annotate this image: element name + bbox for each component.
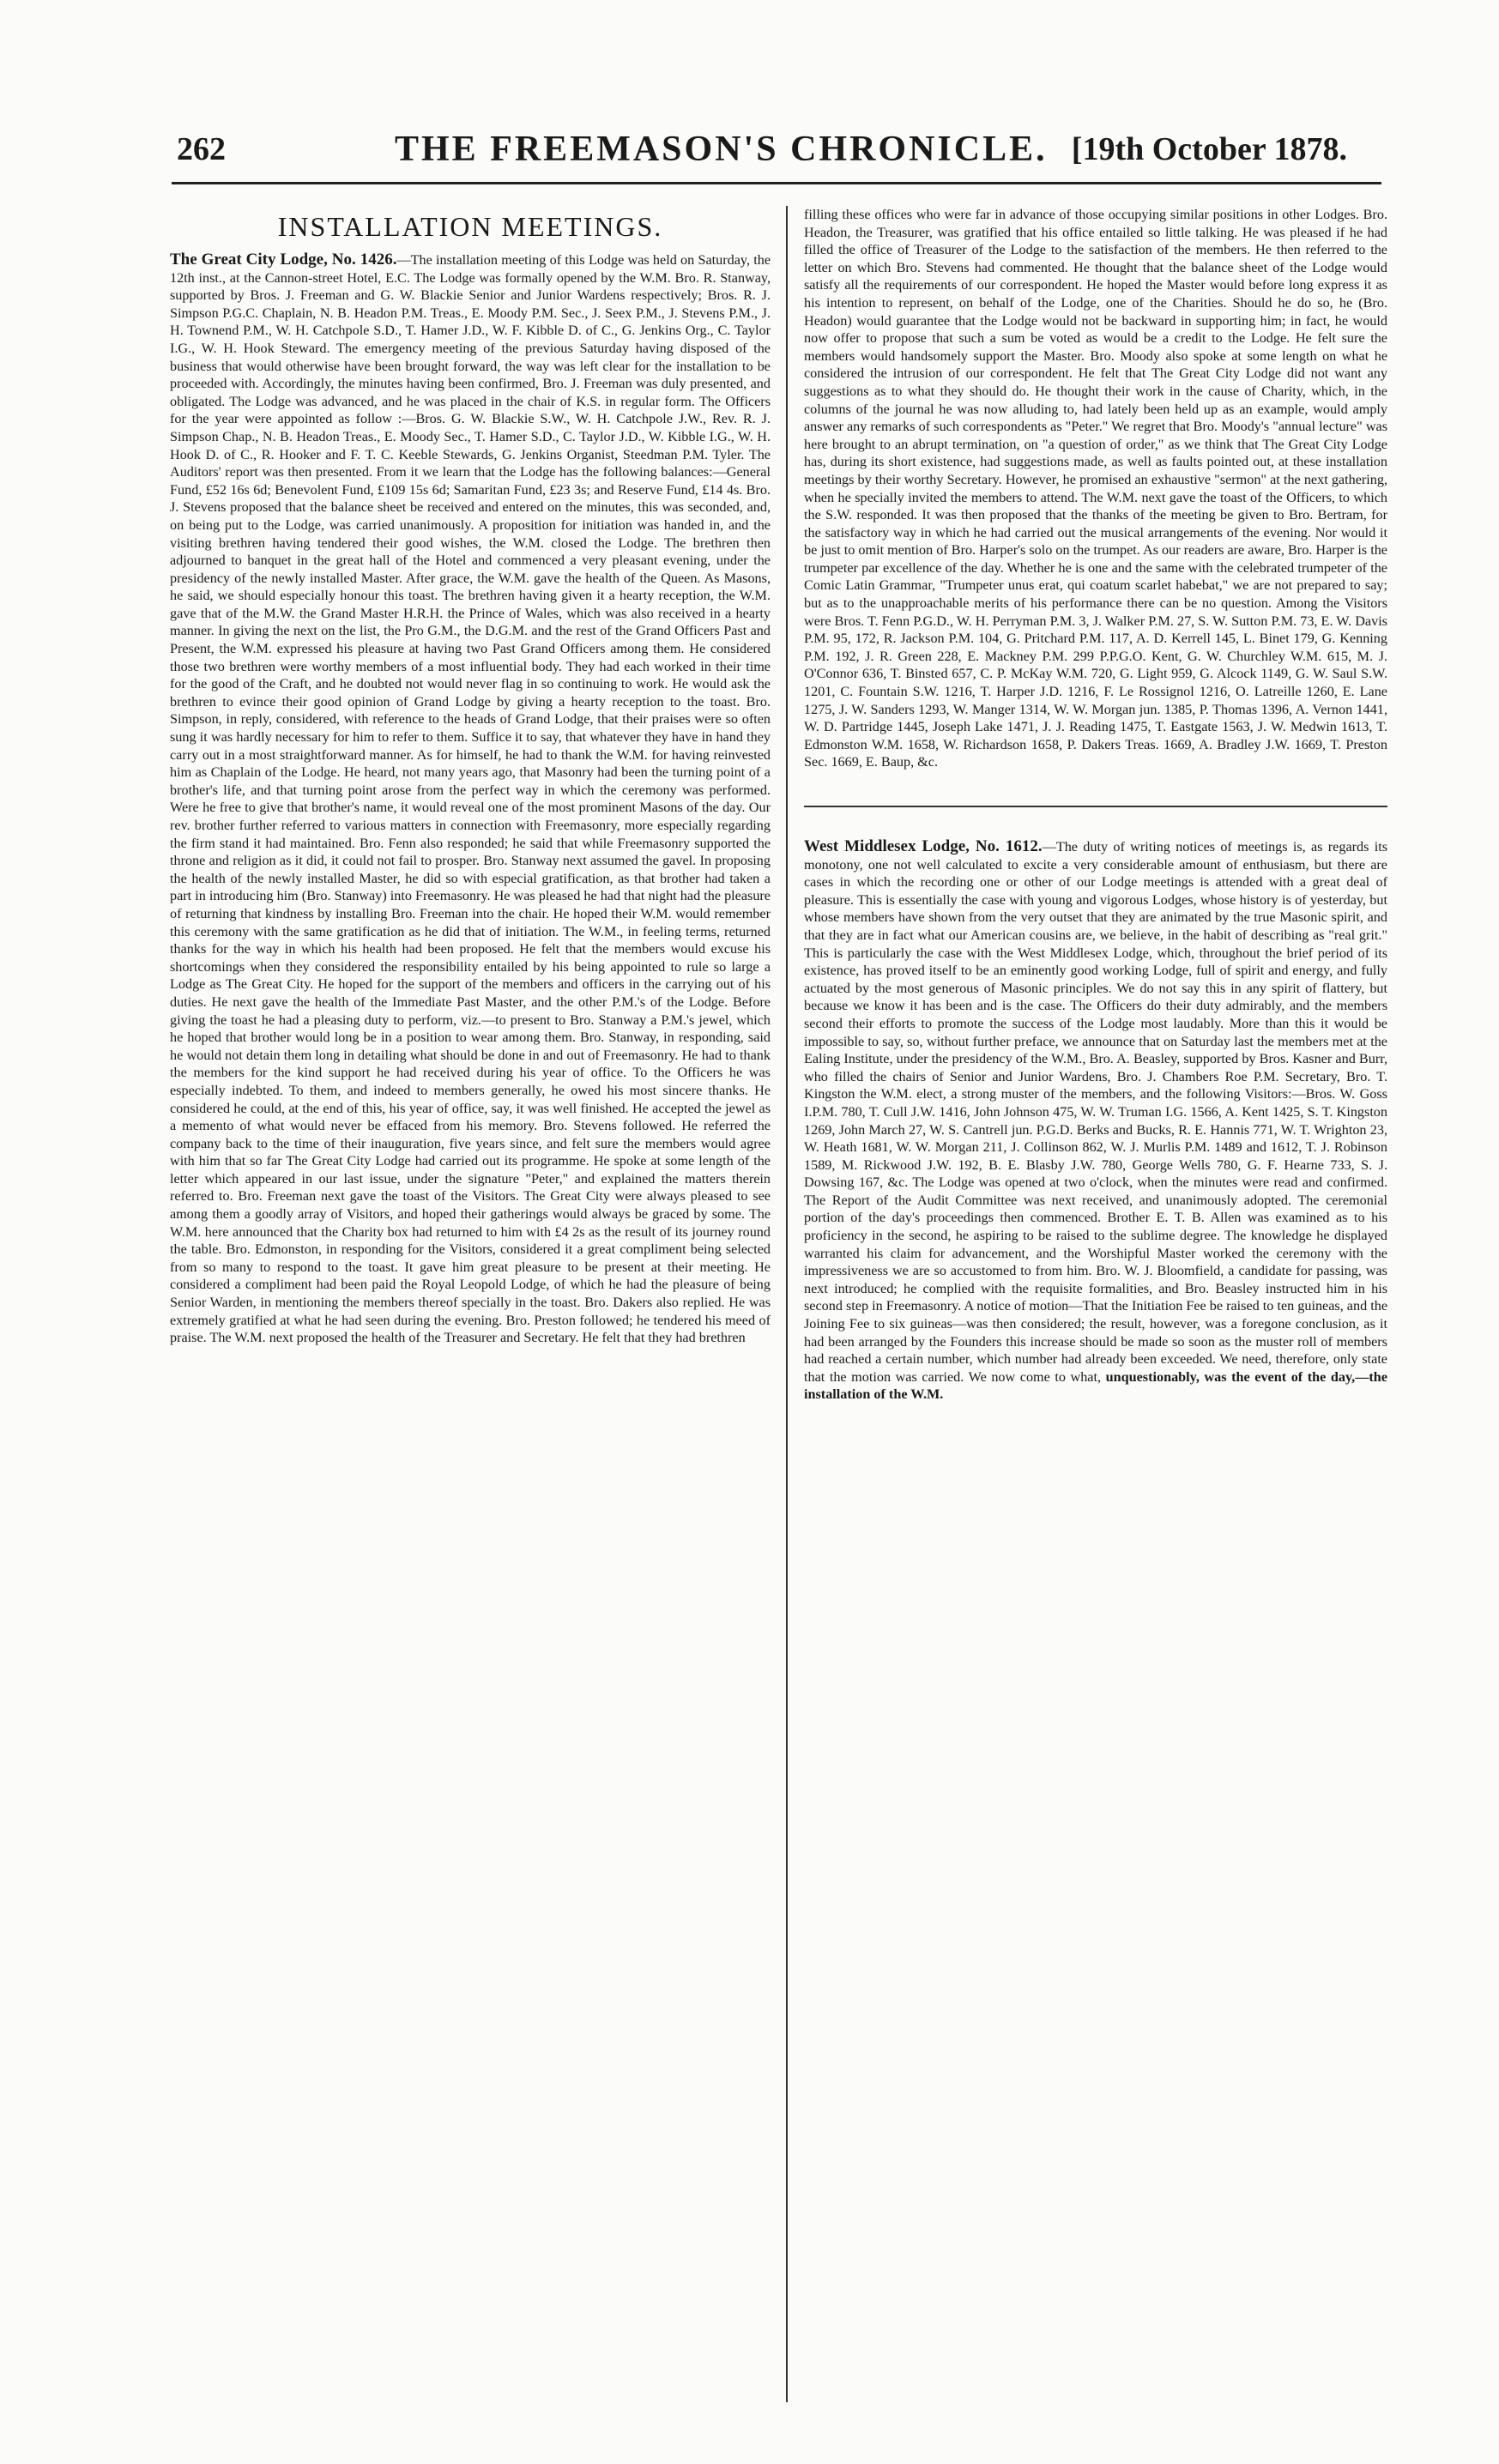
left-column [170,206,771,2402]
page-number: 262 [177,131,226,167]
article-text: —The installation meeting of this Lodge was held on Saturday, the 12th inst., at the Cannon-street Hotel, E.C. The Lodge was formally opened by the W.M. Bro. R. Stanway, supported by Bros. J. Freeman and G. W. Blackie Senior and Junior Wardens respectively; Bros. R. J. Simpson P.G.C. Chaplain, N. B. Headon P.M. Treas., E. Moody P.M. Sec., J. Seex P.M., J. Stevens P.M., J. H. Townend P.M., W. H. Catchpole S.D., T. Hamer J.D., W. F. Kibble D. of C., G. Jenkins Org., C. Taylor I.G., W. H. Hook Steward. The emergency meeting of the previous Saturday having disposed of the business that would otherwise have been brought forward, the way was left clear for the installation to be proceeded with. Accordingly, the minutes having been confirmed, Bro. J. Freeman was duly presented, and obligated. The Lodge was advanced, and he was placed in the chair of K.S. in regular form. The Officers for the year were appointed as follow :—Bros. G. W. Blackie S.W., W. H. Catchpole J.W., Rev. R. J. Simpson Chap., N. B. Headon Treas., E. Moody Sec., T. Hamer S.D., C. Taylor J.D., W. Kibble I.G., W. H. Hook D. of C., R. Hooker and F. T. C. Keeble Stewards, G. Jenkins Organist, Steedman P.M. Tyler. The Auditors' report was then presented. From it we learn that the Lodge has the following balances:—General Fund, £52 16s 6d; Benevolent Fund, £109 15s 6d; Samaritan Fund, £23 3s; and Reserve Fund, £14 4s. Bro. J. Stevens proposed that the balance sheet be received and entered on the minutes, this was seconded, and, on being put to the Lodge, was carried unanimously. A proposition for initiation was handed in, and the visiting brethren having tendered their good wishes, the W.M. closed the Lodge. The brethren then adjourned to banquet in the great hall of the Hotel and commenced a very pleasant evening, under the presidency of the newly installed Master. After grace, the W.M. gave the health of the Queen. As Masons, he said, we should especially honour this toast. The brethren having given it a hearty reception, the W.M. gave that of the M.W. the Grand Master H.R.H. the Prince of Wales, which was also received in a hearty manner. In giving the next on the list, the Pro G.M., the D.G.M. and the rest of the Grand Officers Past and Present, the W.M. expressed his pleasure at having two Past Grand Officers among them. He considered those two brethren were worthy members of a most influential body. They had each worked in their time for the good of the Craft, and he doubted not would never flag in so continuing to work. He would ask the brethren to evince their good opinion of Grand Lodge by giving a hearty reception to the toast. Bro. Simpson, in reply, considered, with reference to the heads of Grand Lodge, that their praises were so often sung it was hardly necessary for him to refer to them. Suffice it to say, that whatever they have in hand they carry out in a most straightforward manner. As for himself, he had to thank the W.M. for having reinvested him as Chaplain of the Lodge. He heard, not many years ago, that Masonry had been the turning point of a brother's life, and that turning point arose from the perfect way in which the ceremony was performed. Were he free to give that brother's name, it would reveal one of the most prominent Masons of the day. Our rev. brother further referred to various matters in connection with Freemasonry, more especially regarding the firm stand it had maintained. Bro. Fenn also responded; he said that while Freemasonry supported the throne and religion as it did, it could not fail to prosper. Bro. Stanway next assumed the gavel. In proposing the health of the newly installed Master, he did so with especial gratification, as that brother had taken a part in introducing him (Bro. Stanway) into Freemasonry. He was pleased he had that night had the pleasure of returning that kindness by installing Bro. Freeman into the chair. He hoped their W.M. would remember this ceremony with the same gratification as he did that of initiation. The W.M., in feeling terms, returned thanks for the way in which his health had been proposed. He felt that the members would excuse his shortcomings when they considered the responsibility entailed by his being appointed to rule so large a Lodge as The Great City. He hoped for the support of the members and officers in the carrying out of his duties. He next gave the health of the Immediate Past Master, and the other P.M.'s of the Lodge. Before giving the toast he had a pleasing duty to perform, viz.—to present to Bro. Stanway a P.M.'s jewel, which he hoped that brother would long be in a position to wear among them. Bro. Stanway, in responding, said he would not detain them long in detailing what should be done in and out of Freemasonry. He had to thank the members for the kind support he had received during his year of office. To the Officers he was especially indebted. To them, and indeed to members generally, he owed his most sincere thanks. He considered he could, at the end of this, his year of office, say, it was well finished. He accepted the jewel as a memento of what would never be effaced from his memory. Bro. Stevens followed. He referred the company back to the time of their inauguration, five years since, and felt sure the members would agree with him that so far The Great City Lodge had carried out its programme. He spoke at some length of the letter which appeared in our last issue, under the signature "Peter," and explained the matters therein referred to. Bro. Freeman next gave the toast of the Visitors. The Great City were always pleased to see among them a goodly array of Visitors, and hoped their gatherings would always be graced by some. The W.M. here announced that the Charity box had returned to him with £4 2s as the result of its journey round the table. Bro. Edmonston, in responding for the Visitors, considered it a great compliment being selected from so many to respond to the toast. It gave him great pleasure to be present at their meeting. He considered a compliment had been paid the Royal Leopold Lodge, of which he had the pleasure of being Senior Warden, in mentioning the members thereof specially in the toast. Bro. Dakers also replied. He was extremely gratified at what he had seen during the evening. Bro. Preston followed; he tendered his meed of praise. The W.M. next proposed the health of the Treasurer and Secretary. He felt that they had brethren [170,252,771,1346]
article-west-middlesex-lodge [804,838,1387,1404]
article-great-city-lodge-continued: filling these offices who were far in advance of those occupying similar positions in other Lodges. Bro. Headon, the Treasurer, was gratified that his office entailed so little talking. He was pleased if he had filled the office of Treasurer of the Lodge to the satisfaction of the members. He then referred to the letter on which Bro. Stevens had commented. He thought that the balance sheet of the Lodge would satisfy all the requirements of our correspondent. He hoped the Master would before long express it as his intention to represent, on behalf of the Lodge, one of the Charities. Should he do so, he (Bro. Headon) would guarantee that the Lodge would not be backward in supporting him; in fact, he would now offer to propose that such a sum be voted as would be a credit to the Lodge. He felt sure the members would handsomely support the Master. Bro. Moody also spoke at some length on what he considered the intrusion of our correspondent. He felt that The Great City Lodge did not want any suggestions as to what they should do. He thought their work in the cause of Charity, which, in the columns of the journal he was now alluding to, had lately been held up as an example, would amply answer any remarks of such correspondents as "Peter." We regret that Bro. Moody's "annual lecture" was here brought to an abrupt termination, on "a question of order," as we think that The Great City Lodge has, during its short existence, had suggestions made, as well as faults pointed out, at these installation meetings by their worthy Secretary. However, he promised an exhaustive "sermon" at the next gathering, when he specially invited the members to attend. The W.M. next gave the toast of the Officers, to which the S.W. responded. It was then proposed that the thanks of the meeting be given to Bro. Bertram, for the satisfactory way in which he had carried out the musical arrangements of the evening. Nor would it be just to omit mention of Bro. Harper's solo on the trumpet. As our readers are aware, Bro. Harper is the trumpeter par excellence of the day. Whether he is one and the same with the celebrated trumpeter of the Comic Latin Grammar, "Trumpeter unus erat, qui coatum scarlet habebat," we are not prepared to say; but as to the unapproachable merits of his performance there can be no question. Among the Visitors were Bros. T. Fenn P.G.D., W. H. Perryman P.M. 3, J. Walker P.M. 27, S. W. Sutton P.M. 73, E. W. Davis P.M. 95, 172, R. Jackson P.M. 104, G. Pritchard P.M. 117, A. D. Kerrell 145, L. Binet 179, G. Kenning P.M. 192, J. R. Green 228, E. Mackney P.M. 299 P.P.G.O. Kent, G. W. Churchley W.M. 615, M. J. O'Connor 636, T. Binsted 657, C. P. McKay W.M. 720, G. Light 959, G. Alcock 1149, G. W. Saul S.W. 1201, C. Fountain S.W. 1216, T. Harper J.D. 1216, F. Le Rossignol 1216, O. Latreille 1260, E. Lane 1275, J. W. Sanders 1293, W. Manger 1314, W. W. Morgan jun. 1385, P. Thomas 1396, A. Vernon 1441, W. D. Partridge 1445, Joseph Lake 1471, J. J. Reading 1475, T. Eastgate 1563, J. W. Medwin 1613, T. Edmonston W.M. 1658, W. Richardson 1658, P. Dakers Treas. 1669, A. Bradley J.W. 1669, T. Preston Sec. 1669, E. Baup, &c. [804,207,1387,770]
article-lede: West Middlesex Lodge, No. 1612. [804,837,1043,855]
article-final-line: unquestionably, was the event of the day,—the installation of the W.M. [804,1368,1387,1403]
section-heading: INSTALLATION MEETINGS. [277,211,663,242]
article-lede: The Great City Lodge, No. 1426. [170,251,397,269]
header-rule [172,182,1381,184]
issue-date: [19th October 1878. [1071,131,1347,167]
column-divider [786,206,788,2402]
article-separator [804,806,1387,807]
article-great-city-lodge [170,251,771,1347]
newspaper-title: THE FREEMASON'S CHRONICLE. [395,130,1048,169]
right-column [804,206,1387,2402]
article-text: —The duty of writing notices of meetings is, as regards its monotony, one not well calculated to excite a very considerable amount of enthusiasm, but there are cases in which the recording one or other of our Lodge meetings is attended with a great deal of pleasure. This is essentially the case with young and vigorous Lodges, whose history is of yesterday, but whose members have shown from the very outset that they are animated by the true Masonic spirit, and that they are in fact what our American cousins are, we believe, in the habit of describing as "real grit." This is particularly the case with the West Middlesex Lodge, which, throughout the brief period of its existence, has proved itself to be an eminently good working Lodge, full of spirit and energy, and fully actuated by the most generous of Masonic principles. We do not say this in any spirit of flattery, but because we know it has been and is the case. The Officers do their duty admirably, and the members second their efforts to promote the success of the Lodge most laudably. More than this it would be impossible to say, so, without further preface, we announce that on Saturday last the members met at the Ealing Institute, under the presidency of the W.M., Bro. A. Beasley, supported by Bros. Kasner and Burr, who filled the chairs of Senior and Junior Wardens, Bro. J. Chambers Roe P.M. Secretary, Bro. T. Kingston the W.M. elect, a strong muster of the members, and the following Visitors:—Bros. W. Goss I.P.M. 780, T. Cull J.W. 1416, John Johnson 475, W. W. Truman I.G. 1566, A. Kent 1425, S. T. Kingston 1269, John March 27, W. S. Cantrell jun. P.G.D. Berks and Bucks, R. E. Hannis 771, W. T. Wrighton 23, W. Heath 1681, W. W. Morgan 211, J. Collinson 862, W. J. Murlis P.M. 1489 and 1612, T. J. Robinson 1589, M. Rickwood J.W. 192, B. E. Blasby J.W. 780, George Wells 780, G. F. Hearne 733, S. J. Dowsing 167, &c. The Lodge was opened at two o'clock, when the minutes were read and confirmed. The Report of the Audit Committee was next received, and unanimously adopted. The ceremonial portion of the day's proceedings then commenced. Brother E. T. B. Allen was examined as to his proficiency in the second, he aspiring to be raised to the sublime degree. The knowledge he displayed warranted his claim for advancement, and the Worshipful Master worked the ceremony with the impressiveness we are so accustomed to from him. Bro. W. J. Bloomfield, a candidate for passing, was next introduced; he complied with the requisite formalities, and Bro. Beasley instructed him in his second step in Freemasonry. A notice of motion—That the Initiation Fee be raised to ten guineas, and the Joining Fee to six guineas—was then considered; the result, however, was a foregone conclusion, as it had been arranged by the Founders this increase should be made so soon as the muster roll of members had reached a certain number, which number had already been exceeded. We need, therefore, only state that the motion was carried. We now come to what, [804,839,1387,1385]
masthead [129,129,1381,178]
newspaper-page [129,129,1387,2428]
